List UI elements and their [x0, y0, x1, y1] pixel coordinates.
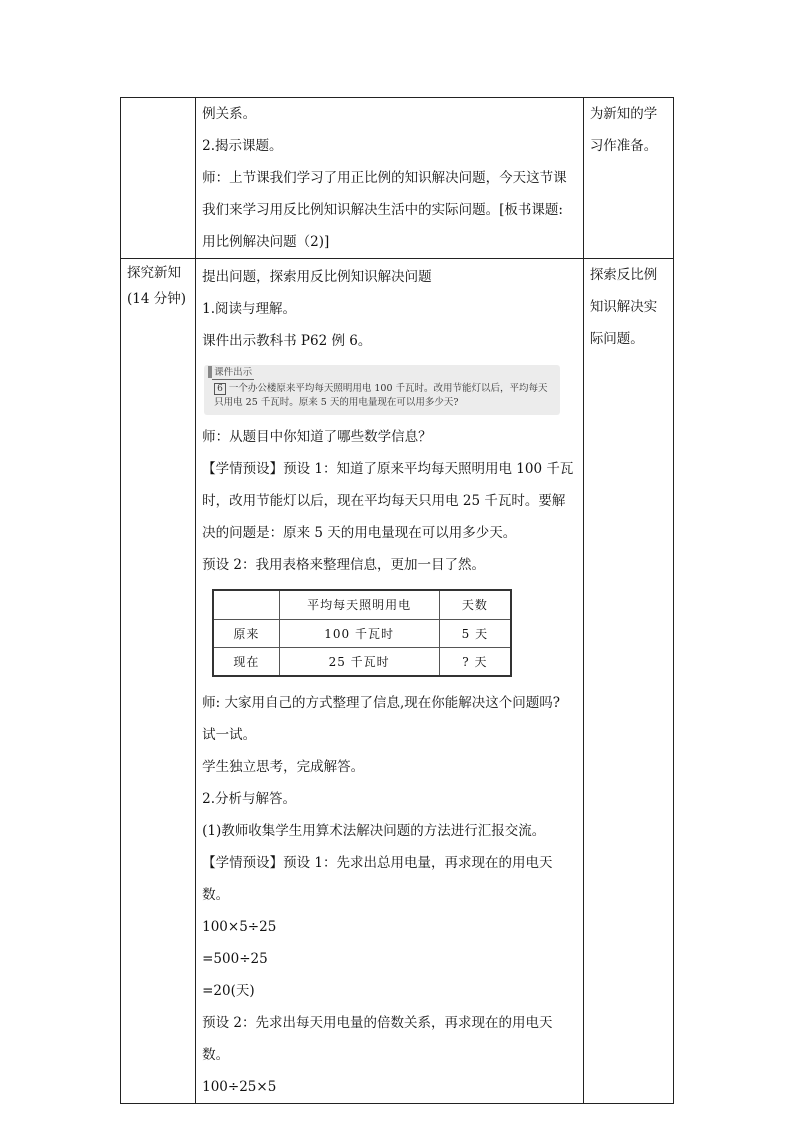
design-note: 为新知的学习作准备。: [589, 106, 658, 154]
stage-label: 探究新知(14 分钟): [127, 265, 187, 307]
content-line: 例关系。: [202, 106, 257, 122]
info-table-row: [213, 620, 511, 648]
info-table-cell: 原来: [213, 620, 279, 648]
info-table-cell: 5 天: [439, 620, 511, 648]
stage-cell-empty: [121, 98, 196, 259]
info-table-header: [213, 590, 279, 620]
info-table: [212, 589, 512, 677]
content-line: 师: 大家用自己的方式整理了信息,现在你能解决这个问题吗?: [202, 695, 560, 711]
info-table-row: [213, 648, 511, 677]
content-line: 【学情预设】预设 1：知道了原来平均每天照明用电 100 千瓦: [202, 461, 574, 477]
content-line: 2.揭示课题。: [202, 138, 283, 154]
formula-line: =20(天): [202, 983, 255, 999]
content-line: 2.分析与解答。: [202, 791, 297, 807]
stage-label: [121, 98, 195, 99]
lesson-plan-table: [120, 97, 674, 1104]
formula-line: 100×5÷25: [202, 919, 277, 935]
content-line: 1.阅读与理解。: [202, 301, 297, 317]
content-line: 师：从题目中你知道了哪些数学信息？: [202, 429, 432, 445]
formula-line: =500÷25: [202, 951, 268, 967]
stage-cell-explore: [121, 259, 196, 1104]
note-cell-intro: [583, 98, 673, 259]
content-line: 学生独立思考，完成解答。: [202, 759, 365, 775]
info-table-header-row: [213, 590, 511, 620]
courseware-problem: [214, 382, 554, 410]
info-table-cell: 现在: [213, 648, 279, 677]
courseware-problem-text: 一个办公楼原来平均每天照明用电 100 千瓦时。改用节能灯以后，平均每天只用电 25 千瓦时。原来 5 天的用电量现在可以用多少天?: [214, 383, 548, 408]
formula-line: 100÷25×5: [202, 1079, 277, 1095]
info-table-header: 平均每天照明用电: [279, 590, 439, 620]
content-line: 师：上节课我们学习了用正比例的知识解决问题，今天这节课: [202, 170, 567, 186]
content-line: 我们来学习用反比例知识解决生活中的实际问题。[板书课题:: [202, 202, 563, 218]
content-line: 预设 2：我用表格来整理信息，更加一目了然。: [202, 557, 486, 573]
content-line: 预设 2：先求出每天用电量的倍数关系，再求现在的用电天数。: [202, 1015, 553, 1063]
info-table-header: 天数: [439, 590, 511, 620]
lesson-row-intro: [121, 98, 674, 259]
content-cell-explore: [196, 259, 584, 1104]
content-line: 用比例解决问题（2)]: [202, 234, 330, 250]
content-line: 课件出示教科书 P62 例 6。: [202, 333, 372, 349]
info-table-cell: 100 千瓦时: [279, 620, 439, 648]
info-table-cell: 25 千瓦时: [279, 648, 439, 677]
content-line: 提出问题，探索用反比例知识解决问题: [202, 269, 432, 285]
content-line: 时，改用节能灯以后，现在平均每天只用电 25 千瓦时。要解: [202, 493, 566, 509]
content-line: (1)教师收集学生用算术法解决问题的方法进行汇报交流。: [202, 823, 546, 839]
courseware-tag: 课件出示: [214, 367, 253, 378]
content-line: 试一试。: [202, 727, 257, 743]
lesson-row-explore: [121, 259, 674, 1104]
example-number: 6: [214, 383, 226, 395]
content-line: 【学情预设】预设 1：先求出总用电量，再求现在的用电天数。: [202, 855, 553, 903]
note-cell-explore: [583, 259, 673, 1104]
design-note: 探索反比例知识解决实际问题。: [589, 267, 658, 347]
courseware-box: [204, 365, 560, 415]
info-table-cell: ? 天: [439, 648, 511, 677]
content-cell-intro: [196, 98, 584, 259]
content-line: 决的问题是：原来 5 天的用电量现在可以用多少天。: [202, 525, 517, 541]
